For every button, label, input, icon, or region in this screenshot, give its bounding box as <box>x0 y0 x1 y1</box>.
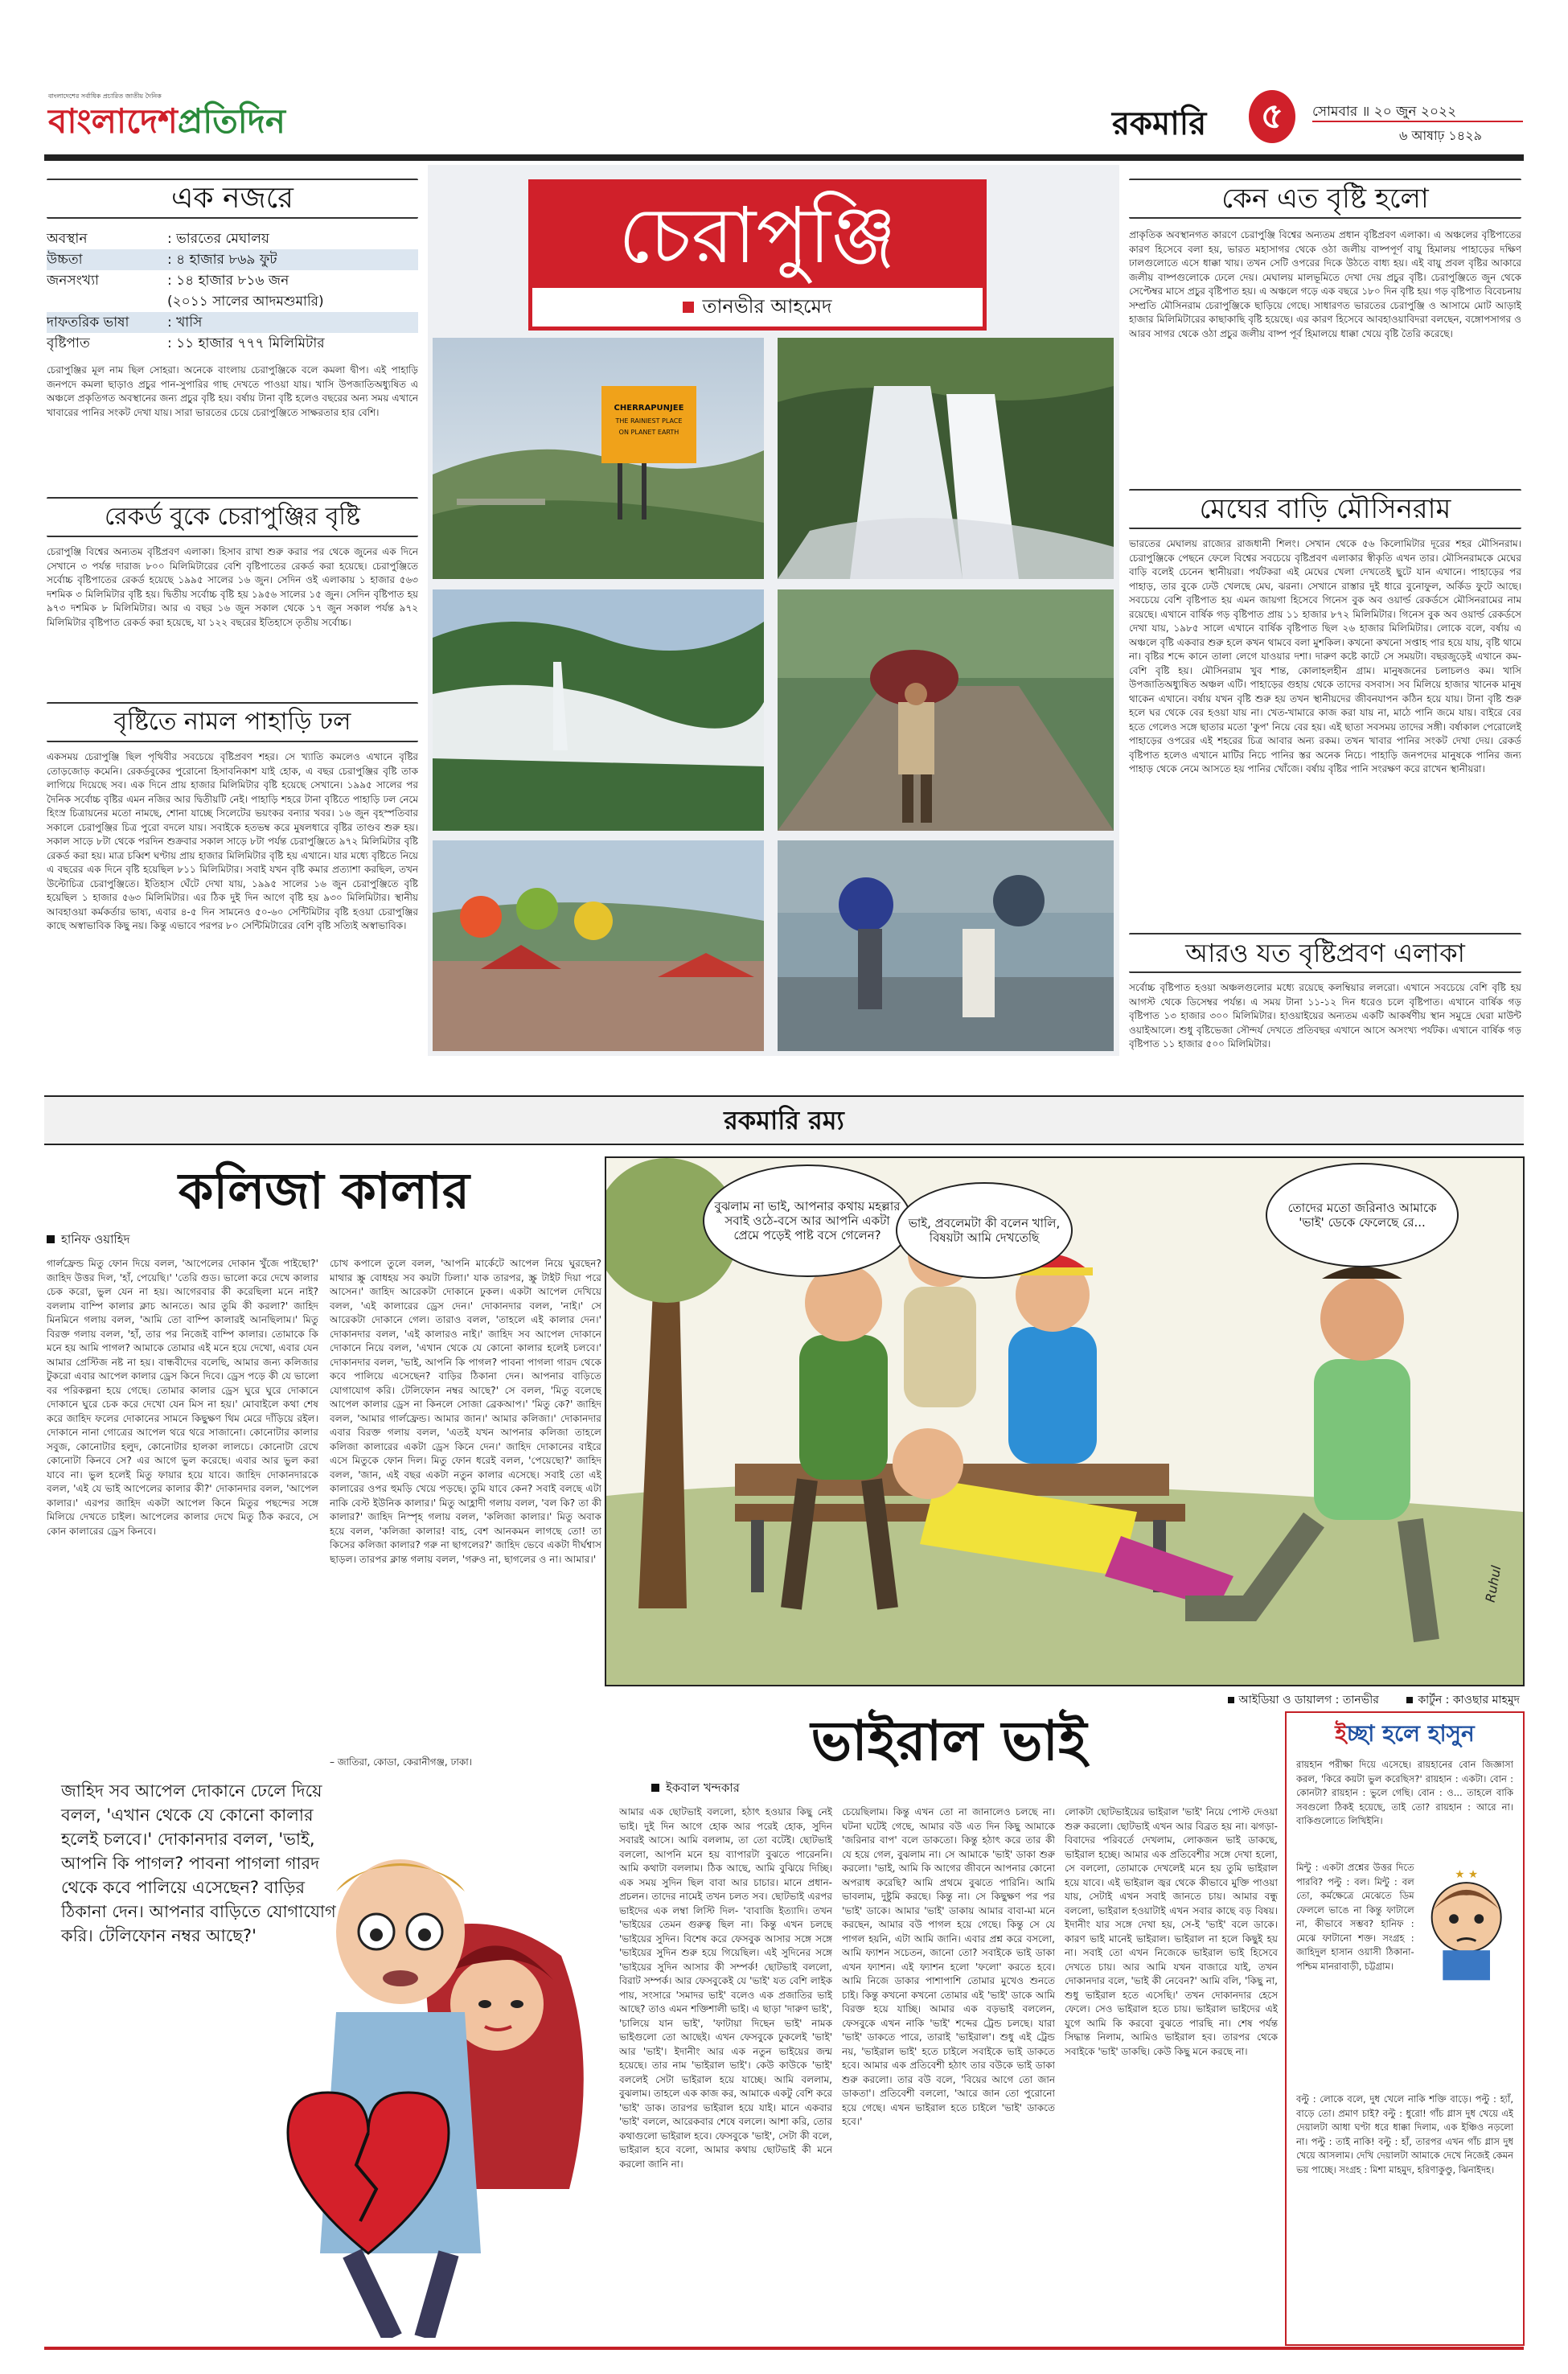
date-line-bottom-rule <box>1312 121 1523 122</box>
glance-row <box>47 228 418 249</box>
svg-text:THE RAINIEST PLACE: THE RAINIEST PLACE <box>615 417 683 425</box>
photo-porter <box>778 589 1114 831</box>
photo-tourists-umbrellas <box>433 840 764 1051</box>
masthead-rule <box>44 154 1524 161</box>
glance-key: দাফতরিক ভাষা <box>47 314 129 331</box>
humor-band <box>44 1095 1524 1145</box>
slope-section <box>47 702 418 1052</box>
kalija-callout: জাহিদ সব আপেল দোকানে ঢেলে দিয়ে বলল, 'এখান থেকে যে কোনো কালার হলেই চলবে।' দোকানদার বলল, 'ভাই, আপনি কি পাগল? পাবনা পাগলা গারদ থেকে কবে পালিয়ে এসেছেন? বাড়ির ঠিকানা দেন। আপনার বাড়িতে যোগাযোগ করি। টেলিফোন নম্বর আছে?' <box>61 1781 336 1945</box>
porter-illustration <box>778 589 1114 831</box>
slope-body: একসময় চেরাপুঞ্জি ছিল পৃথিবীর সবচেয়ে বৃষ্টিপ্রবণ শহর। সে খ্যাতি কমলেও এখানে বৃষ্টির তোড়জোড় কমেনি। রেকর্ডবুকের পুরোনো হিসাবনিকাশ যাই হোক, এ বছর চেরাপুঞ্জির বৃষ্টি তাক লাগিয়ে দিয়েছে সব। এক দিনে প্রায় হাজার মিলিমিটার বৃষ্টি হয়েছে সেখানে। ১৯৯৫ সালের পর দৈনিক সর্বোচ্চ বৃষ্টির এমন নজির আর দ্বিতীয়টি নেই। পাহাড়ি শহরে টানা বৃষ্টিতে পাহাড়ি ঢল নেমে হিংস্র চিত্রায়নের মতো নামছে, শোনা যাচ্ছে সিলেটের ভয়ংকর বন্যার খবর। ১৬ জুন বৃহস্পতিবার সকালে চেরাপুঞ্জির চিত্র পুরো বদলে যায়। সবাইকে হতভম্ব করে মুষলধারে বৃষ্টির তাণ্ডব শুরু হয়। সকাল সাড়ে ৮টা থেকে পরদিন শুক্রবার সকাল সাড়ে ৮টা পর্যন্ত চেরাপুঞ্জিতে ৯৭২ মিলিমিটার বৃষ্টি রেকর্ড করা হয়। মাত্র চব্বিশ ঘণ্টায় প্রায় হাজার মিলিমিটার বৃষ্টি হয় এখানে। যার মধ্যে বৃষ্টিতে নিয়ে এ বছরের এক দিনে বৃষ্টি হয়েছিল ৮১১ মিলিমিটার। সবাই যখন বৃষ্টি কমার প্রত্যাশা করছিল, তখন উল্টোচিত্র চেরাপুঞ্জিতে। ইতিহাস ঘেঁটে দেখা যায়, ১৯৯৫ সালের ১৬ জুন চেরাপুঞ্জিতে বৃষ্টি হয়েছিল ১ হাজার ৫৬৩ মিলিমিটার। এর ঠিক দুই দিন আগে বৃষ্টি হয় ৯৩০ মিলিমিটার। স্থানীয় আবহাওয়া কর্মকর্তার ভাষ্য, এবার ৪-৫ দিন সামনেও ৫০-৬০ সেন্টিমিটার বৃষ্টি হওয়া চেরাপুঞ্জির কাছে অস্বাভাবিক কিছু নয়। কিন্তু এভাবে পরপর ৮০ সেন্টিমিটারের বেশি বৃষ্টি সত্যিই অস্বাভাবিক। <box>47 751 418 931</box>
glance-key: জনসংখ্যা <box>47 273 99 289</box>
at-a-glance-box <box>47 179 418 452</box>
date-line-2: ৬ আষাঢ় ১৪২৯ <box>1399 128 1482 143</box>
at-a-glance-table <box>47 228 418 354</box>
record-title: রেকর্ড বুকে চেরাপুঞ্জির বৃষ্টি <box>47 497 418 537</box>
kalija-title: কলিজা কালার <box>179 1161 470 1220</box>
glance-value: : ১৪ হাজার ৮১৬ জন <box>167 273 289 289</box>
glance-value: : ১১ হাজার ৭৭৭ মিলিমিটার <box>167 335 325 351</box>
page-bottom-rule <box>44 2347 1524 2350</box>
feature-title: চেরাপুঞ্জি <box>618 191 897 281</box>
kalija-col1: গার্লফ্রেন্ড মিতু ফোন দিয়ে বলল, 'আপেলের দোকান খুঁজে পাইছো?' জাহিদ উত্তর দিল, 'হাঁ, পেয়েছি।' 'তেরি গুড। ভালো করে দেখে কালার চেক করো, ভুল যেন না হয়। আগেরবার কী করেছিলা মনে নাই? বললাম বাম্পি কালার ক্লাচ আনতে। আর তুমি কী করলা?' জাহিদ মিনমিনে গলায় বলল, 'আমি তো বাম্পি কালারই আনছিলাম।' মিতু বিরক্ত গলায় বলল, 'হাঁ, তার পর নিজেই বাম্পি কালার। তোমাকে কি মনে হয় আমি পাগল? আমাকে তোমার এই মনে হয়ে দেখো, এবার যেন আমার প্রেস্টিজ নষ্ট না হয়। বান্ধবীদের বলেছি, আমার জন্য কলিজার টুকরো এবার আপেল কালার ড্রেস কিনে দিবে। ড্রেস পড়ে কী যে ভালো বর পরিকল্পনা হয়ে গেছে। তোমার কালার ড্রেস ঘুরে ঘুরে দোকানে দোকানে ঘুরে চেক করে দেখো যেন মিস না হয়।' মোবাইলে কথা শেষ করে জাহিদ ফলের দোকানের সামনে কিছুক্ষণ থিম মেরে দাঁড়িয়ে রইল। দোকানে নানা গোত্রের আপেল থরে থরে সাজানো। কোনোটার কালার সবুজ, কোনোটার হলুদ, কোনোটার হালকা লালচে। কোনোটা রেখে কোনোটা কিনবে সে? এর আগে ভুল করেছে। এবার আর ভুল করা যাবে না। ভুল হলেই মিতু ফায়ার হয়ে যাবে। জাহিদ দোকানদারকে বলল, 'এই যে ভাই আপেলের কালার কী?' দোকানদার বলল, 'আপেল কালার।' এরপর জাহিদ একটা আপেল কিনে মিতুর পছন্দের সঙ্গে মিলিয়ে দেখতে চাইল। আপেলের কালার দেখে মিতু ঠিক করবে, সে কোন কালারের ড্রেস কিনবে। <box>47 1258 318 1537</box>
viral-author-row <box>651 1779 1279 1799</box>
kalija-address: – জাতিরা, কোডা, কেরানীগঞ্জ, ঢাকা। <box>330 1756 472 1768</box>
author-square-icon <box>651 1784 659 1792</box>
why-rain-body: প্রাকৃতিক অবস্থানগত কারণে চেরাপুঞ্জি বিশ্বের অন্যতম প্রধান বৃষ্টিপ্রবণ এলাকা। এ অঞ্চলের বৃষ্টিপাতের কারণ হিসেবে বলা হয়, ভারত মহাসাগর থেকে ওঠা জলীয় বাষ্পপূর্ণ বায়ু হিমালয় পাহাড়ের দক্ষিণ ঢালগুলোতে এসে ধাক্কা খায়। তখন সেটি ওপরের দিকে উঠতে বাধ্য হয়। এই বায়ু প্রবল বৃষ্টির আকারে জলীয় বাষ্পগুলোকে ঢেলে দেয়। মেঘালয় মালভূমিতে দেখা দেয় প্রচুর বৃষ্টি। চেরাপুঞ্জিতে জুন থেকে সেপ্টেম্বর মাসে প্রচুর বৃষ্টিপাত হয়। এ অঞ্চলে গড়ে এক বছরে ১৮০ দিন বৃষ্টি হয়। গড় বৃষ্টিপাত বিবেচনায় সম্প্রতি মৌসিনরাম চেরাপুঞ্জিকে ছাড়িয়ে গেছে। সাধারণত ভারতের চেরাপুঞ্জি ও আসামে মোট আড়াই হাজার মিলিমিটারের কাছাকাছি বৃষ্টি হয়েছে। এর কারণ হিসেবে আবহাওয়াবিদরা বলছেন, বঙ্গোপসাগর ও আরব সাগর থেকে ওঠা প্রচুর জলীয় বাষ্প পূর্ব হিমালয়ে ধাক্কা খেয়ে বৃষ্টি তৈরি করেছে। <box>1129 229 1521 339</box>
mawsynram-title: মেঘের বাড়ি মৌসিনরাম <box>1129 489 1521 529</box>
speech-bubble-1: বুঝলাম না ভাই, আপনার কথায় মহল্লার সবাই ওঠে-বসে আর আপনি একটা প্রেমে পড়েই পাষ্ট বসে গেলেন? <box>703 1164 912 1277</box>
viral-col3: লোকটা ছোটভাইয়ের ভাইরাল 'ভাই' নিয়ে পোস্ট দেওয়া শুরু করলো। ছোটভাই এখন আর বিব্রত হয় না। ঝগড়া-বিবাদের পরিবর্তে দেখলাম, লোকজন ভাই ডাকছে, ভাইরাল হচ্ছে। আমার এক প্রতিবেশীর সঙ্গে দেখা হলো, সে বললো, তোমাকে দেখলেই মনে হয় তুমি ভাইরাল হয়ে যাবে। এই ভাইরাল জ্বর থেকে কীভাবে মুক্তি পাওয়া যায়, সেটাই এখন সবাই জানতে চায়। আমার বন্ধু বললো, ভাইরাল হওয়াটাই এখন সবার কাছে বড় বিষয়। ইদানীং যার সঙ্গে দেখা হয়, সে-ই 'ভাই' বলে ডাকে। কারণ ভাই মানেই ভাইরাল। ভাইরাল না হলে কিছুই হয় না। সবাই তো এখন নিজেকে ভাইরাল ভাই হিসেবে দেখতে চায়। আর আমি যখন বাজারে যাই, তখন দোকানদার বলে, 'ভাই কী নেবেন?' আমি বলি, 'কিছু না, শুধু ভাইরাল হতে এসেছি।' তখন দোকানদার হেসে ফেলে। সেও ভাইরাল হতে চায়। ভাইরাল ভাইদের এই যুগে আমি কি করবো বুঝতে পারছি না। শেষ পর্যন্ত সিদ্ধান্ত নিলাম, আমিও ভাইরাল হব। তারপর থেকে সবাইকে 'ভাই' ডাকছি। কেউ কিছু মনে করছে না। <box>1065 1806 1278 2057</box>
glance-key: বৃষ্টিপাত <box>47 335 90 351</box>
joke-3: বল্টু : লোকে বলে, দুধ খেলে নাকি শক্তি বাড়ে। পল্টু : হ্যাঁ, বাড়ে তো। প্রমাণ চাই? বল্টু : ধুরো! গাঁচ গ্লাস দুধ খেয়ে এই দেয়ালটা আধা ঘণ্টা ধরে ধাক্কা দিলাম, এক ইঞ্চিও নড়লো না। পল্টু : তাই নাকি! বল্টু : হাঁ, তারপর এখন গাঁচ গ্লাস দুধ খেয়ে আসলাম। দেখি দেয়ালটা আমাকে দেখে নিজেই কেমন ভয় পাচ্ছে। সংগ্রহ : মিশা মাহমুদ, হরিণাকুণ্ডু, ঝিনাইদহ। <box>1296 2093 1513 2175</box>
kalija-author: হানিফ ওয়াহিদ <box>61 1232 130 1247</box>
credit-square-icon <box>1228 1697 1234 1703</box>
joke-1: রায়হান পরীক্ষা দিয়ে এসেছে। রায়হানের বোন জিজ্ঞাসা করল, 'কিরে কয়টা ভুল করেছিস?' রায়হান : একটা। বোন : কোনটা? রায়হান : ভুলে গেছি। বোন : ও... তাহলে বাকি সবগুলো ঠিকই হয়েছে, তাই তো? রায়হান : আরে না। বাকিগুলোতে লিখিইনি। <box>1296 1759 1513 1826</box>
couple-illustration <box>47 1771 601 2338</box>
cartoonist-signature: Ruhul <box>1482 1564 1504 1604</box>
more-areas-body: সর্বোচ্চ বৃষ্টিপাত হওয়া অঞ্চলগুলোর মধ্যে রয়েছে কলম্বিয়ার ললরো। এখানে সবচেয়ে বেশি বৃষ্টি হয় আগস্ট থেকে ডিসেম্বর পর্যন্ত। এ সময় টানা ১১-১২ দিন ধরেও চলে বৃষ্টিপাত। এখানে বার্ষিক গড় বৃষ্টিপাত ১৩ হাজার ৩০০ মিলিমিটার। হাওয়াইয়ের অন্যতম একটি আকর্ষণীয় স্থান সমুদ্রে ঘেরা মাউন্ট ওয়াইআলে। শুধু বৃষ্টিভেজা সৌন্দর্য দেখতে প্রতিবছর এখানে আসে অসংখ্য পর্যটক। এখানে বার্ষিক গড় বৃষ্টিপাত ১১ হাজার ৫০০ মিলিমিটার। <box>1129 982 1521 1049</box>
kalija-author-row <box>47 1230 601 1251</box>
slope-title: বৃষ্টিতে নামল পাহাড়ি ঢল <box>47 702 418 742</box>
photo-waterfall <box>778 338 1114 579</box>
logo[interactable] <box>48 92 314 149</box>
waterfall-illustration <box>778 338 1114 579</box>
credit-square-icon <box>1406 1694 1418 1707</box>
glance-value: : ৪ হাজার ৮৬৯ ফুট <box>167 252 277 268</box>
svg-text:★ ★: ★ ★ <box>1454 1868 1478 1882</box>
confused-boy-icon <box>1419 1861 1513 1982</box>
kalija-col2: চোখ কপালে তুলে বলল, 'আপনি মার্কেটে আপেল নিয়ে ঘুরছেন? মাথার স্ক্রু বোধহয় সব কয়টা ঢিলা।' যাক তারপর, স্ক্রু টাইট দিয়া পরে আসেন।' জাহিদ আরেকটা দোকানে ঢুকল। একটা আপেল দেখিয়ে বলল, 'এই কালারের ড্রেস দেন।' দোকানদার বলল, 'নাই।' সে আরেকটা দোকানে গেল। তারাও বলল, 'তাহলে এই কালার দেন।' দোকানদার বলল, 'এই কালারও নাই।' জাহিদ সব আপেল দোকানে দোকানে নিয়ে বলল, 'এখান থেকে যে কোনো কালার হলেই চলবে।' দোকানদার বলল, 'ভাই, আপনি কি পাগল? পাবনা পাগলা গারদ থেকে কবে পালিয়ে এসেছেন? বাড়ির ঠিকানা দেন। আপনার বাড়িতে যোগাযোগ করি। টেলিফোন নম্বর আছে?' সে বলল, 'মিতু বলেছে আপেল কালার ড্রেস না কিনলে সোজা ব্রেকআপ।' 'মিতু কে?' জাহিদ বলল, 'আমার গার্লফ্রেন্ড। আমার জান।' আমার কলিজা।' দোকানদার এবার বিরক্ত গলায় বলল, 'এতই যখন আপনার কলিজা তাহলে কলিজা কালারের একটা ড্রেস কিনে দেন।' জাহিদ দোকানের বাইরে এসে মিতুকে ফোন দিল। মিতু ফোন ধরেই বলল, 'পেয়েছো?' জাহিদ বলল, 'জান, এই বছর একটা নতুন কালার এসেছে। সবাই তো এই কালারের ওপর হুমড়ি খেয়ে পড়ছে। তুমি যাবে কেন? সবাই বলছে এটা নাকি বেস্ট ইউনিক কালার।' মিতু আহ্লাদী গলায় বলল, 'বল কি? তা কী কালার?' জাহিদ নিস্পৃহ গলায় বলল, 'কলিজা কালার।' মিতু অবাক হয়ে বলল, 'কলিজা কালার! বাহ, বেশ আনকমন লাগছে তো! তা কিসের কলিজা কালার? গরু না ছাগলের?' জাহিদ ভেবে একটা দীর্ঘশ্বাস ছাড়ল। তারপর ক্লান্ত গলায় বলল, 'গরুও না, ছাগলের ও না। আমার।' <box>330 1258 601 1565</box>
feature-byline-row <box>532 292 983 324</box>
glance-value: : ভারতের মেঘালয় <box>167 231 269 247</box>
iccha-title-a: ই <box>1335 1720 1347 1747</box>
feature-title-red <box>532 183 983 288</box>
author-square-icon <box>47 1235 55 1243</box>
masthead <box>0 0 1568 161</box>
record-section <box>47 497 418 686</box>
logo-part2: প্রতিদিন <box>177 101 285 141</box>
kalija-story <box>47 1156 601 1780</box>
street-illustration <box>778 840 1114 1051</box>
feature-byline: তানভীর আহমেদ <box>702 295 832 318</box>
photo-valley-clouds <box>433 589 764 831</box>
viral-author: ইকবাল খন্দকার <box>666 1780 740 1795</box>
glance-value: : খাসি <box>167 314 203 331</box>
viral-story <box>619 1705 1279 2344</box>
at-a-glance-title: এক নজরে <box>47 179 418 219</box>
speech-bubble-3: তোদের মতো জরিনাও আমাকে 'ভাই' ডেকে ফেলেছে রে... <box>1266 1163 1459 1267</box>
glance-row <box>47 291 418 312</box>
glance-row <box>47 333 418 354</box>
glance-value: (২০১১ সালের আদমশুমারি) <box>167 294 324 310</box>
glance-row <box>47 312 418 333</box>
viral-col2: চেয়েছিলাম। কিন্তু এখন তো না জানালেও চলছে না। ঘটনা ঘটেই গেছে, আমার বউ এত দিন কিছু আমাকে 'জরিনার বাপ' বলে ডাকতো। কিন্তু হঠাৎ করে তার কী যে হয়ে গেল, বুঝলাম না। সে আমাকে 'ভাই' ডাকা শুরু করলো। 'ভাই, আমি কি আগের জীবনে আপনার কোনো অপরাধ করেছি? আমি প্রথমে বুঝতে পারিনি। আমি ভাবলাম, দুষ্টুমি করছে। কিন্তু না। সে কিছুক্ষণ পর পর 'ভাই' ডাকে। আমার 'ভাই' ডাকায় আমার বাবা-মা মনে করছেন, আমার বউ পাগল হয়ে গেছে। কিন্তু সে যে পাগল হয়নি, এটা আমি জানি। এবার প্রশ্ন করে বসলো, আমি ফ্যাশন সচেতন, জানো তো? সবাইকে ভাই ডাকা এখন ফ্যাশন। এই ফ্যাশন হলো 'ফলো' করতে হবে। আমি নিজে ডাকার পাশাপাশি তোমার মুখেও শুনতে চাই। কিন্তু কখনো কখনো তোমার এই 'ভাই' ডাকে আমি বিরক্ত হয়ে যাচ্ছি। আমার এক বড়ভাই বললেন, ফেসবুকে এখন নাকি 'ভাই' শব্দের ট্রেন্ড চলছে। যারা 'ভাই' ডাকতে পারে, তারাই 'ভাইরাল'। শুধু এই ট্রেন্ড নয়, 'ভাইরাল ভাই' হতে চাইলে সবাইকে ভাই ডাকতে হবে। আমার এক প্রতিবেশী হঠাৎ তার বউকে ভাই ডাকা শুরু করলো। তার বউ বলে, 'বিয়ের আগে তো জান ডাকতা'। প্রতিবেশী বললো, 'আরে জান তো পুরোনো হয়ে গেছে। এখন ভাইরাল হতে চাইলে 'ভাই' ডাকতে হবে।' <box>842 1806 1055 2127</box>
glance-key: উচ্চতা <box>47 252 83 268</box>
more-areas-section <box>1129 933 1521 1082</box>
section-name: রকমারি <box>1112 105 1207 142</box>
at-a-glance-body: চেরাপুঞ্জির মূল নাম ছিল সোহরা। অনেকে বাংলায় চেরাপুঞ্জিকে বলে কমলা দ্বীপ। এই পাহাড়ি জনপদে কমলা ছাড়াও প্রচুর পান-সুপারির গাছ দেখতে পাওয়া যায়। খাসি উপজাতিঅধ্যুষিত এ অঞ্চলে প্রকৃতিগত অবস্থানের জন্য প্রচুর বৃষ্টি হয়। বর্ষায় টানা বৃষ্টি হলেও বছরের অন্য সময় এখানে খাবারের পানির সংকট দেখা যায়। সারা ভারতের চেয়ে চেরাপুঞ্জিতে সাক্ষরতার হার বেশি। <box>47 364 418 418</box>
feature-title-box <box>528 179 987 331</box>
sign-text: CHERRAPUNJEE <box>614 404 684 413</box>
viewpoint-illustration <box>433 338 764 579</box>
why-rain-title: কেন এত বৃষ্টি হলো <box>1129 179 1521 219</box>
logo-part1: বাংলাদেশ <box>48 101 178 141</box>
mawsynram-body: ভারতের মেঘালয় রাজ্যের রাজধানী শিলং। সেখান থেকে ৫৬ কিলোমিটার দূরের শহর মৌসিনরাম। চেরাপুঞ্জিকে পেছনে ফেলে বিশ্বের সবচেয়ে বৃষ্টিপ্রবণ এলাকার স্বীকৃতি এখন তার। মৌসিনরামকে মেঘের বাড়ি বলেই চেনেন স্থানীয়রা। পর্যটকরা এই মেঘের খেলা দেখতেই ছুটে যান এখানে। পাহাড়ের পর পাহাড়, তার বুকে ঢেউ খেলছে মেঘ, ঝরনা। সেখানে রাস্তার দুই ধারে বুনোফুল, অর্কিড ফুটে আছে। সবচেয়ে বেশি বৃষ্টিপাত হয় এমন জায়গা হিসেবে গিনেস বুক অব ওয়ার্ল্ড রেকর্ডসে মৌসিনরামের নাম রয়েছে। এখানে বার্ষিক গড় বৃষ্টিপাত প্রায় ১১ হাজার ৮৭২ মিলিমিটার। গিনেস বুক অব ওয়ার্ল্ড রেকর্ডসে দেখা যায়, ১৯৮৫ সালে এখানে বার্ষিক বৃষ্টিপাত ছিল ২৬ হাজার মিলিমিটার। লোকে বলে, বর্ষায় এ অঞ্চলে বৃষ্টি একবার শুরু হলে কখন থামবে বলা মুশকিল। কখনো কখনো সপ্তাহ পার হয়ে যায়, বৃষ্টি থামে না। বৃষ্টির শব্দে কানে তালা লেগে যাওয়ার দশা। দারুণ কষ্টে কাটে সে সময়টা। বছরজুড়েই এখানে কম-বেশি বৃষ্টি হয়। মৌসিনরাম খুব শান্ত, কোলাহলহীন গ্রাম। মানুষজনের চলাচলও কম। খাসি উপজাতিঅধ্যুষিত অঞ্চল এটি। পাহাড়ের গুহায় থেকে তাদের বসবাস। সব মিলিয়ে হাজার খানেক মানুষ থাকেন এখানে। বর্ষায় যখন বৃষ্টি শুরু হয় তখন স্থানীয়দের জীবনযাপন কঠিন হয়ে যায়। টানা বৃষ্টি শুরু হলে ঘর থেকে বের হওয়া যায় না। খেত-খামারে কাজ করা যায় না, মাঠে পানি জমে যায়। বাইরে বের হতে গেলেও সঙ্গে ছাতার মতো 'কুপ' নিয়ে বের হয়। এই ছাতা সবসময় তাদের সঙ্গী। বর্ষাকাল পেরোলেই পাহাড়ের ওপরের এই শহরের চিত্র আবার অন্য রকম। তখন খাবার পানির সংকট দেখা দেয়। রেকর্ড বৃষ্টিপাত হলেও এখানে মাটির নিচে পানির স্তর অনেক নিচে। পাহাড়ি জনপদের মানুষকে পানির জন্য পাহাড় থেকে নেমে আসতে হয় পানির খোঁজে। বর্ষায় বৃষ্টির পানি সংরক্ষণ করে রাখেন স্থানীয়রা। <box>1129 538 1521 774</box>
date-line: সোমবার ॥ ২০ জুন ২০২২ <box>1312 104 1457 120</box>
glance-key <box>47 291 167 312</box>
humor-band-title: রকমারি রম্য <box>724 1105 844 1136</box>
page-number-badge <box>1249 90 1295 143</box>
glance-key: অবস্থান <box>47 231 88 247</box>
tourists-illustration <box>433 840 764 1051</box>
cartoon-box <box>605 1156 1525 1686</box>
feature-panel <box>428 165 1119 1056</box>
credit-cartoon: কার্টুন : কাওছার মাহমুদ <box>1418 1694 1520 1707</box>
viral-title: ভাইরাল ভাই <box>811 1709 1087 1773</box>
valley-illustration <box>433 589 764 831</box>
svg-text:ON PLANET EARTH: ON PLANET EARTH <box>618 429 679 436</box>
kalija-illustration-area <box>47 1771 601 2338</box>
speech-bubble-2: ভাই, প্রবলেমটা কী বলেন খালি, বিষয়টা আমি দেখতেছি <box>896 1182 1073 1279</box>
why-rain-section <box>1129 179 1521 486</box>
viral-col1: আমার এক ছোটভাই বললো, হঠাৎ হওয়ার কিছু নেই ভাই। দুই দিন আগে হোক আর পরেই হোক, সুদিন সবারই আসে। আমি বললাম, তা তো বটেই। ছোটভাই বললো, আপনি মনে হয় ব্যাপারটা বুঝতে পারেননি। আমি কথাটা বললাম। ঠিক আছে, আমি বুঝিয়ে দিচ্ছি। এক সময় সুদিন ছিল বাবা আর চাচার। মানে প্রধান-প্রচলন। তাদের নামেই তখন চলত সব। ছোটভাই এরপর ভাইদের এক লম্বা লিস্টি দিল- 'বাবাজি ইত্যাদি। তখন 'ভাইয়ের তেমন গুরুত্ব ছিল না। কিন্তু এখন চলছে 'ভাইয়ের সুদিন। বিশেষ করে ফেসবুক আসার সঙ্গে সঙ্গে 'ভাইয়ের সুদিন শুরু হয়ে গিয়েছিল। এই সুদিনের সঙ্গে 'ভাইয়ের সুদিন আসার কী সম্পর্ক! ছোটভাই বললো, বিরাট সম্পর্ক। আর ফেসবুকেই যে 'ভাই' যত বেশি লাইক পায়, সংসারে 'সমাদর ভাই' বলেও এক প্রজাতির ভাই আছে? তাও এমন শক্তিশালী ভাই। এ ছাড়া 'দারুণ ভাই', 'চালিয়ে যান ভাই', 'ফাটায়া দিছেন ভাই' নামক ভাইগুলো তো আছেই। এখন ফেসবুকে ঢুকলেই 'ভাই' আর 'ভাই'। ইদানীং আর এক নতুন ভাইয়ের জন্ম হয়েছে। তার নাম 'ভাইরাল ভাই'। কেউ কাউকে 'ভাই' বললেই সেটা ভাইরাল হয়ে যাচ্ছে। আমি বললাম, বুঝলাম। তাহলে এক কাজ কর, আমাকে একটু বেশি করে 'ভাই' ডাক। তারপর ভাইরাল হয়ে যাই। মানে একবার 'ভাই' বললে, আরেকবার শেষে বললে। আশা করি, তোর কথাগুলো ভাইরাল হবে। ফেসবুকে 'ভাই', সেটা কী বলে, ভাইরাল হবে বলো, আমার কথায় ছোটভাই কী মনে করলো জানি না। <box>619 1806 832 2170</box>
record-body: চেরাপুঞ্জি বিশ্বের অন্যতম বৃষ্টিপ্রবণ এলাকা। হিসাব রাখা শুরু করার পর থেকে জুনের এক দিনে সেখানে ৩ পর্যন্ত দারাজ ৮০০ মিলিমিটারের বেশি বৃষ্টিপাতের রেকর্ড করা হয়েছে। চেরাপুঞ্জিতে সর্বোচ্চ বৃষ্টিপাতের রেকর্ড হয়েছে ১৯৯৫ সালের ১৬ জুন। সেদিন ওই এলাকায় ১ হাজার ৫৬৩ দশমিক ৩ মিলিমিটার বৃষ্টি হয়। দ্বিতীয় সর্বোচ্চ বৃষ্টি হয় ১৯৫৬ সালের ১৫ জুন। সেদিন বৃষ্টিপাত হয় ৯৭৩ দশমিক ৮ মিলিমিটার। আর এ বছর ১৬ জুন সকাল থেকে ১৭ জুন সকাল পর্যন্ত ৯৭২ মিলিমিটার বৃষ্টিপাত রেকর্ড করা হয়েছে, যা ১২২ বছরের ইতিহাসে তৃতীয় সর্বোচ্চ। <box>47 546 418 628</box>
credit-idea: আইডিয়া ও ডায়ালগ : তানভীর <box>1238 1694 1379 1707</box>
page-number: ৫ <box>1260 96 1284 137</box>
glance-row <box>47 249 418 270</box>
photo-viewpoint-sign <box>433 338 764 579</box>
more-areas-title: আরও যত বৃষ্টিপ্রবণ এলাকা <box>1129 933 1521 973</box>
iccha-title-row <box>1287 1716 1523 1752</box>
iccha-box <box>1285 1711 1525 2346</box>
byline-square-icon <box>683 302 694 313</box>
logo-small-line: বাংলাদেশের সর্বাধিক প্রচারিত জাতীয় দৈনিক <box>48 92 162 100</box>
joke-2: মিন্টু : একটা প্রশ্নের উত্তর দিতে পারবি? পল্টু : বল। মিন্টু : বল তো, কর্মক্ষেত্রে মেঝেতে ডিম ফেললে ভাঙে না কিন্তু ফাটালে না, কীভাবে সম্ভব? হানিফ : মেঝে ফাটানো শক্ত। সংগ্রহ : জাহিদুল হাসান ওয়াসী ঠিকানা-পশ্চিম মানরাবাড়ী, চট্টগ্রাম। <box>1296 1862 1414 1972</box>
photo-rainy-street <box>778 840 1114 1051</box>
iccha-title-b: চ্ছা হলে হাসুন <box>1346 1720 1475 1747</box>
glance-row <box>47 270 418 291</box>
